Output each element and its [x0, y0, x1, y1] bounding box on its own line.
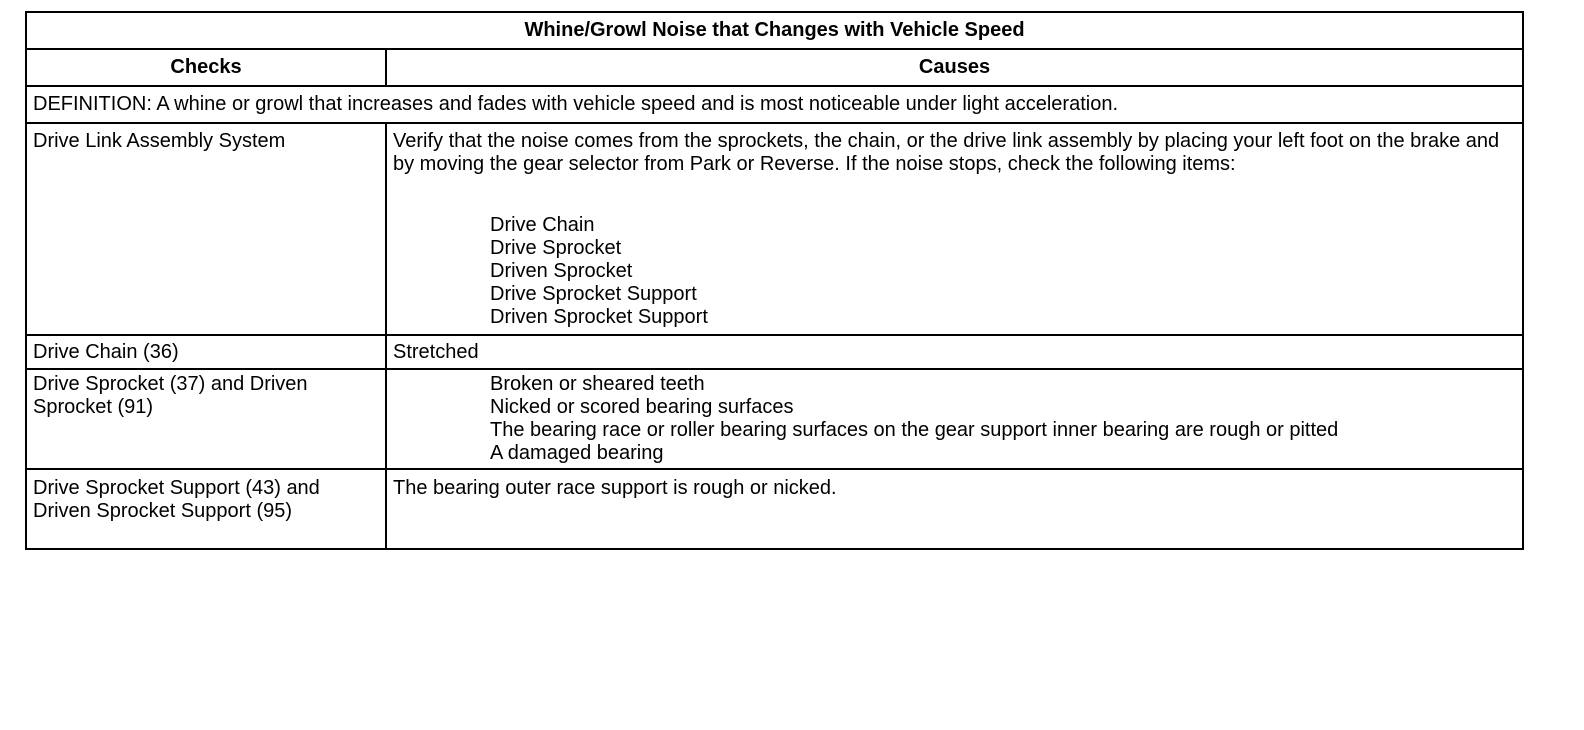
- check-cell: Drive Link Assembly System: [26, 123, 386, 335]
- table-title-row: [26, 12, 1523, 49]
- cause-cell: [386, 123, 1523, 335]
- cause-item-list: [393, 373, 1517, 465]
- causes-column-header: Causes: [386, 49, 1523, 86]
- table-title: Whine/Growl Noise that Changes with Vehicle Speed: [26, 12, 1523, 49]
- cause-cell: Stretched: [386, 335, 1523, 369]
- list-item: A damaged bearing: [490, 442, 664, 464]
- list-item: The bearing race or roller bearing surfaces on the gear support inner bearing are rough or pitted: [490, 419, 1339, 441]
- list-item: Drive Sprocket Support: [490, 283, 697, 305]
- table-row: [26, 123, 1523, 335]
- diagnostic-table: [25, 11, 1524, 550]
- cause-cell: [386, 369, 1523, 469]
- list-item: Broken or sheared teeth: [490, 373, 705, 395]
- check-cell: Drive Chain (36): [26, 335, 386, 369]
- list-item: Driven Sprocket: [490, 260, 633, 282]
- table-row: [26, 369, 1523, 469]
- check-cell: Drive Sprocket (37) and Driven Sprocket (91): [26, 369, 386, 469]
- cause-text: Verify that the noise comes from the sprockets, the chain, or the drive link assembly by placing your left foot on the brake and by moving the gear selector from Park or Reverse. If the noise stops, check the following items:: [393, 130, 1500, 175]
- checks-column-header: Checks: [26, 49, 386, 86]
- definition-row: [26, 86, 1523, 123]
- check-cell: Drive Sprocket Support (43) and Driven Sprocket Support (95): [26, 469, 386, 549]
- list-item: Drive Chain: [490, 214, 595, 236]
- table-row: [26, 469, 1523, 549]
- list-item: Drive Sprocket: [490, 237, 622, 259]
- cause-item-list: [393, 214, 1517, 329]
- definition-text: DEFINITION: A whine or growl that increases and fades with vehicle speed and is most noticeable under light acceleration.: [26, 86, 1523, 123]
- table-header-row: [26, 49, 1523, 86]
- cause-cell: The bearing outer race support is rough or nicked.: [386, 469, 1523, 549]
- table-row: [26, 335, 1523, 369]
- list-item: Driven Sprocket Support: [490, 306, 708, 328]
- list-item: Nicked or scored bearing surfaces: [490, 396, 794, 418]
